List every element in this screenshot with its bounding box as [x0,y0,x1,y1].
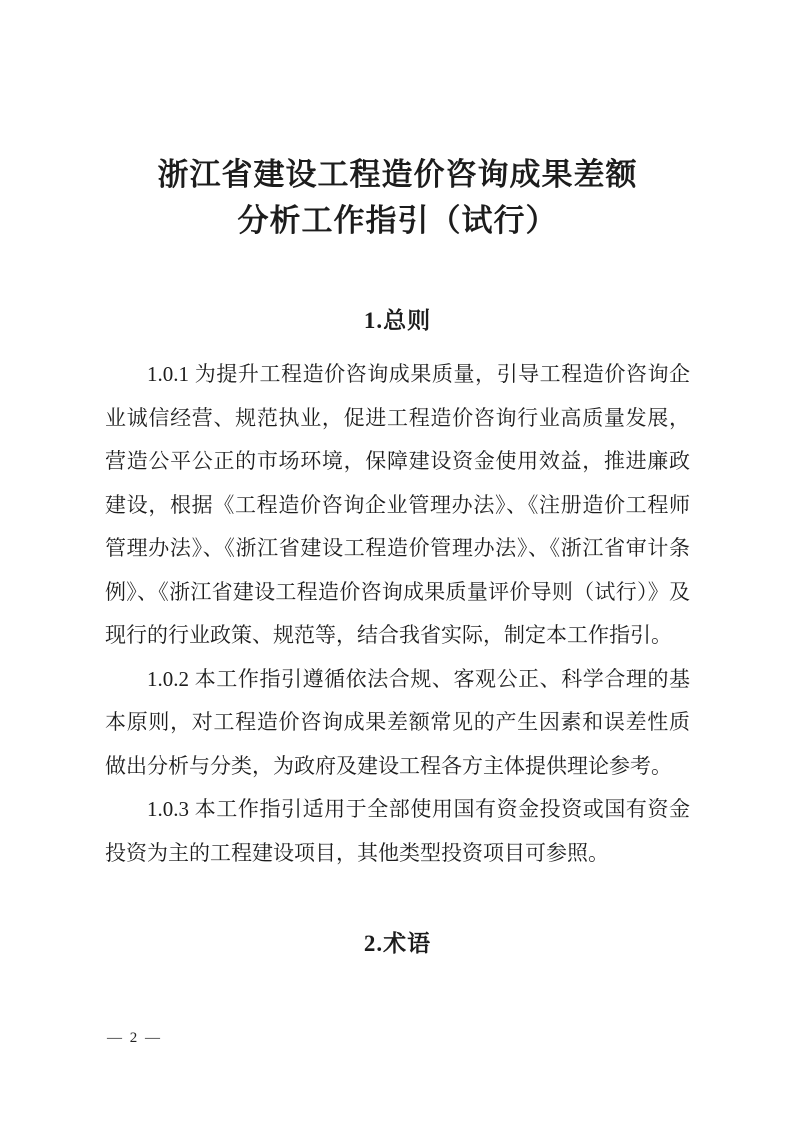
paragraph-1-0-2: 1.0.2 本工作指引遵循依法合规、客观公正、科学合理的基本原则，对工程造价咨询成果差额常见的产生因素和误差性质做出分析与分类，为政府及建设工程各方主体提供理论参考。 [105,666,690,778]
paragraph-1-0-3: 1.0.3 本工作指引适用于全部使用国有资金投资或国有资金投资为主的工程建设项目，其他类型投资项目可参照。 [105,797,690,865]
paragraph-1-0-1: 1.0.1 为提升工程造价咨询成果质量，引导工程造价咨询企业诚信经营、规范执业，促进工程造价咨询行业高质量发展，营造公平公正的市场环境，保障建设资金使用效益，推进廉政建设，根据《工程造价咨询企业管理办法》、《注册造价工程师管理办法》、《浙江省建设工程造价管理办法》、《浙江省审计条例》、《浙江省建设工程造价咨询成果质量评价导则（试行）》及现行的行业政策、规范等，结合我省实际，制定本工作指引。 [105,362,690,647]
document-title-line-1: 浙江省建设工程造价咨询成果差额 [157,157,638,192]
document-title-line-2: 分析工作指引（试行） [237,203,558,238]
section-heading-general-provisions: 1.总则 [363,308,432,333]
footer-page-number: — 2 — [107,1030,162,1046]
document-title [105,152,690,244]
section-heading-terminology: 2.术语 [363,931,432,956]
page-content [0,152,794,958]
